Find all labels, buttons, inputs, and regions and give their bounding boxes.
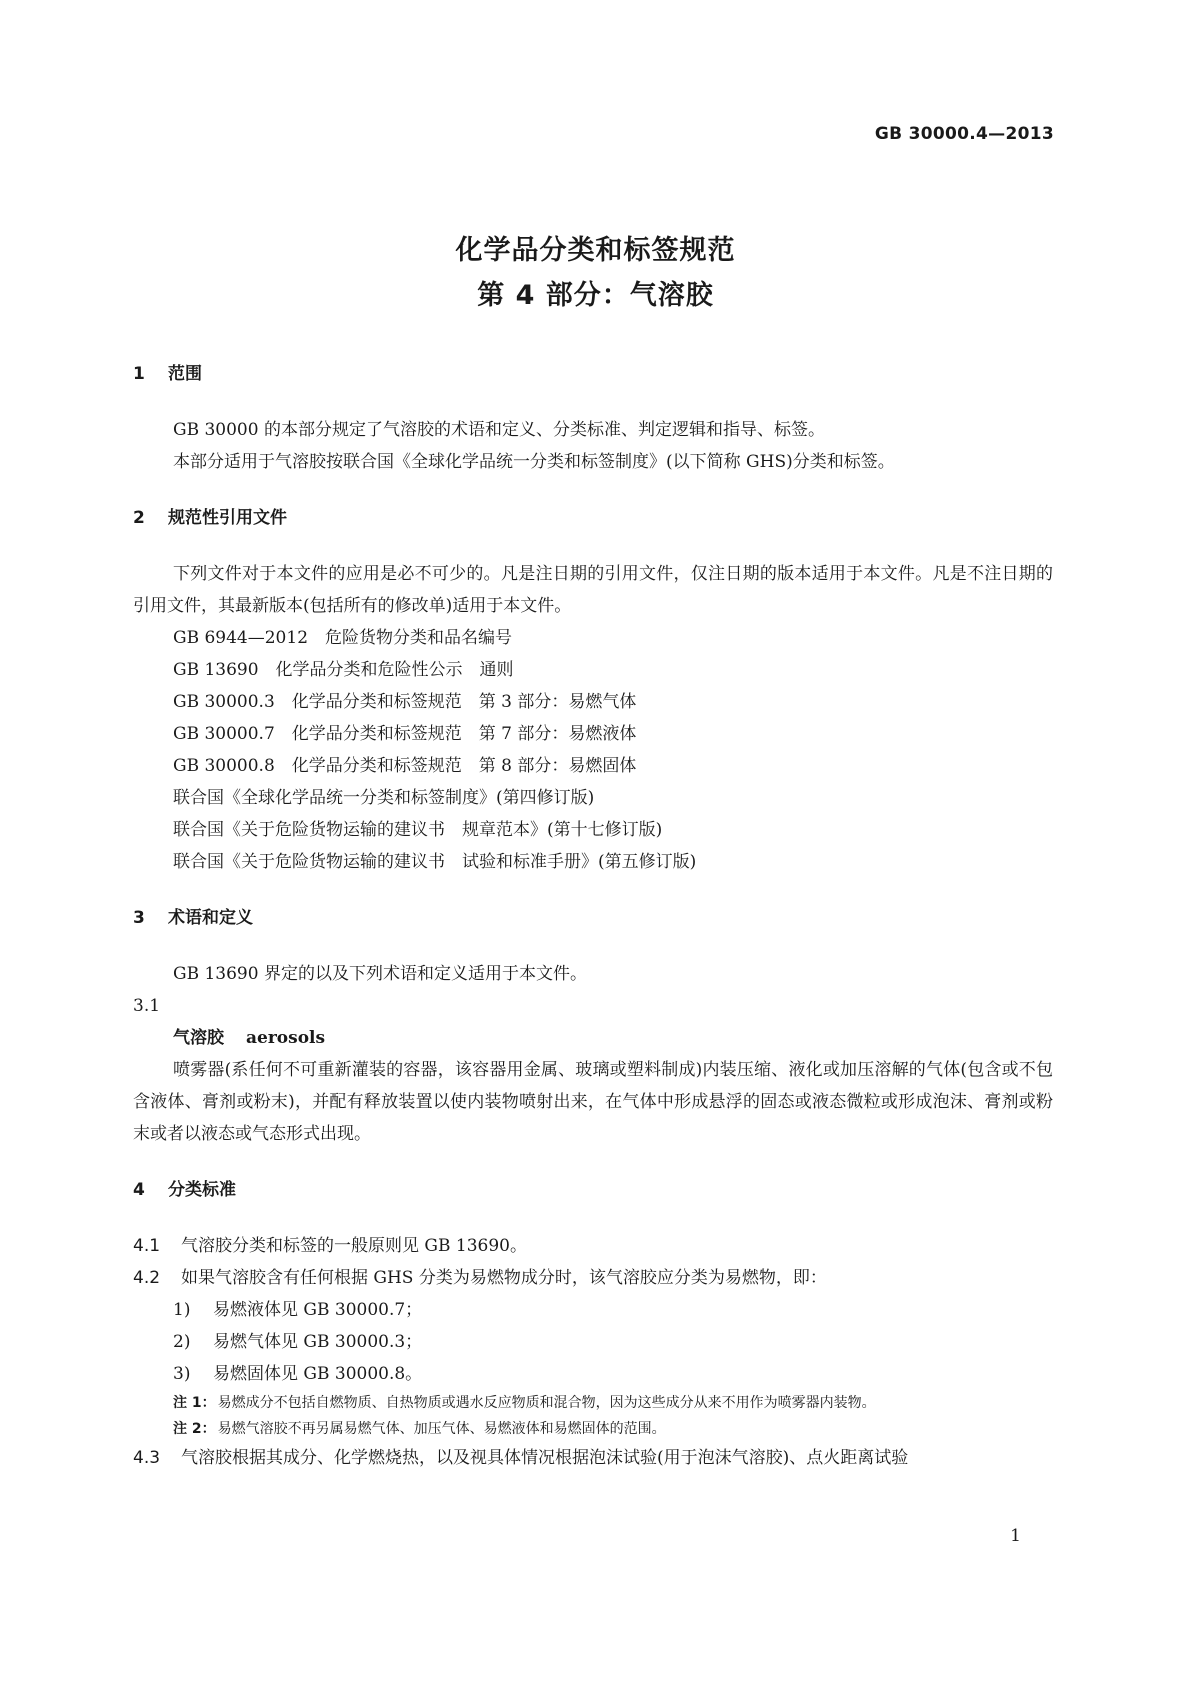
clause-4-2 — [133, 1262, 1053, 1294]
clause-4-3 — [133, 1442, 1053, 1474]
term-definition: 喷雾器(系任何不可重新灌装的容器，该容器用金属、玻璃或塑料制成)内装压缩、液化或加压溶解的气体(包含或不包含液体、膏剂或粉末)，并配有释放装置以使内装物喷射出来，在气体中形成悬浮的固态或液态微粒或形成泡沫、膏剂或粉末或者以液态或气态形式出现。 — [133, 1060, 1053, 1144]
term-name-en: aerosols — [246, 1028, 326, 1048]
section-title: 规范性引用文件 — [168, 508, 287, 528]
clause-text: 气溶胶根据其成分、化学燃烧热，以及视具体情况根据泡沫试验(用于泡沫气溶胶)、点火距离试验 — [181, 1448, 909, 1468]
section-number: 1 — [133, 364, 145, 384]
term-name — [133, 1022, 1053, 1054]
clause-number: 4.2 — [133, 1268, 161, 1288]
list-text: 易燃液体见 GB 30000.7； — [213, 1300, 423, 1320]
page-number: 1 — [1010, 1526, 1021, 1546]
list-text: 易燃气体见 GB 30000.3； — [213, 1332, 423, 1352]
clause-text: 气溶胶分类和标签的一般原则见 GB 13690。 — [181, 1236, 527, 1256]
note-text: 易燃气溶胶不再另属易燃气体、加压气体、易燃液体和易燃固体的范围。 — [217, 1421, 666, 1437]
term-number: 3.1 — [133, 996, 161, 1016]
clause-number: 4.3 — [133, 1448, 161, 1468]
section-1-heading — [133, 360, 1053, 388]
clause-number: 4.1 — [133, 1236, 161, 1256]
reference-item: GB 13690 化学品分类和危险性公示 通则 — [173, 660, 514, 680]
paragraph: GB 30000 的本部分规定了气溶胶的术语和定义、分类标准、判定逻辑和指导、标签。 — [173, 420, 825, 440]
list-number: 1) — [173, 1300, 191, 1320]
reference-item: 联合国《关于危险货物运输的建议书 试验和标准手册》(第五修订版) — [173, 852, 697, 872]
section-number: 4 — [133, 1180, 145, 1200]
section-title: 范围 — [168, 364, 202, 384]
list-item — [133, 1358, 1053, 1390]
note-1 — [133, 1390, 1053, 1416]
section-title: 分类标准 — [168, 1180, 236, 1200]
section-4-heading — [133, 1176, 1053, 1204]
list-number: 2) — [173, 1332, 191, 1352]
clause-text: 如果气溶胶含有任何根据 GHS 分类为易燃物成分时，该气溶胶应分类为易燃物，即： — [181, 1268, 827, 1288]
note-label: 注 1： — [173, 1395, 216, 1411]
list-item — [133, 1326, 1053, 1358]
document-title: 化学品分类和标签规范 — [455, 235, 736, 266]
section-2-heading — [133, 504, 1053, 532]
term-name-zh: 气溶胶 — [173, 1028, 224, 1048]
document-body — [133, 360, 1053, 1474]
section-title: 术语和定义 — [168, 908, 253, 928]
paragraph: GB 13690 界定的以及下列术语和定义适用于本文件。 — [173, 964, 587, 984]
note-label: 注 2： — [173, 1421, 216, 1437]
section-3-heading — [133, 904, 1053, 932]
list-text: 易燃固体见 GB 30000.8。 — [213, 1364, 423, 1384]
note-2 — [133, 1416, 1053, 1442]
section-number: 2 — [133, 508, 145, 528]
list-item — [133, 1294, 1053, 1326]
reference-item: GB 30000.7 化学品分类和标签规范 第 7 部分：易燃液体 — [173, 724, 637, 744]
section-number: 3 — [133, 908, 145, 928]
standard-number: GB 30000.4—2013 — [874, 124, 1054, 144]
reference-item: GB 30000.8 化学品分类和标签规范 第 8 部分：易燃固体 — [173, 756, 637, 776]
reference-item: GB 30000.3 化学品分类和标签规范 第 3 部分：易燃气体 — [173, 692, 637, 712]
paragraph: 本部分适用于气溶胶按联合国《全球化学品统一分类和标签制度》(以下简称 GHS)分类和标签。 — [173, 452, 895, 472]
reference-item: 联合国《全球化学品统一分类和标签制度》(第四修订版) — [173, 788, 595, 808]
list-number: 3) — [173, 1364, 191, 1384]
note-text: 易燃成分不包括自燃物质、自热物质或遇水反应物质和混合物，因为这些成分从来不用作为喷雾器内装物。 — [217, 1395, 876, 1411]
paragraph: 下列文件对于本文件的应用是必不可少的。凡是注日期的引用文件，仅注日期的版本适用于本文件。凡是不注日期的引用文件，其最新版本(包括所有的修改单)适用于本文件。 — [133, 564, 1053, 616]
document-subtitle: 第 4 部分：气溶胶 — [477, 280, 714, 311]
clause-4-1 — [133, 1230, 1053, 1262]
reference-item: GB 6944—2012 危险货物分类和品名编号 — [173, 628, 513, 648]
reference-item: 联合国《关于危险货物运输的建议书 规章范本》(第十七修订版) — [173, 820, 663, 840]
